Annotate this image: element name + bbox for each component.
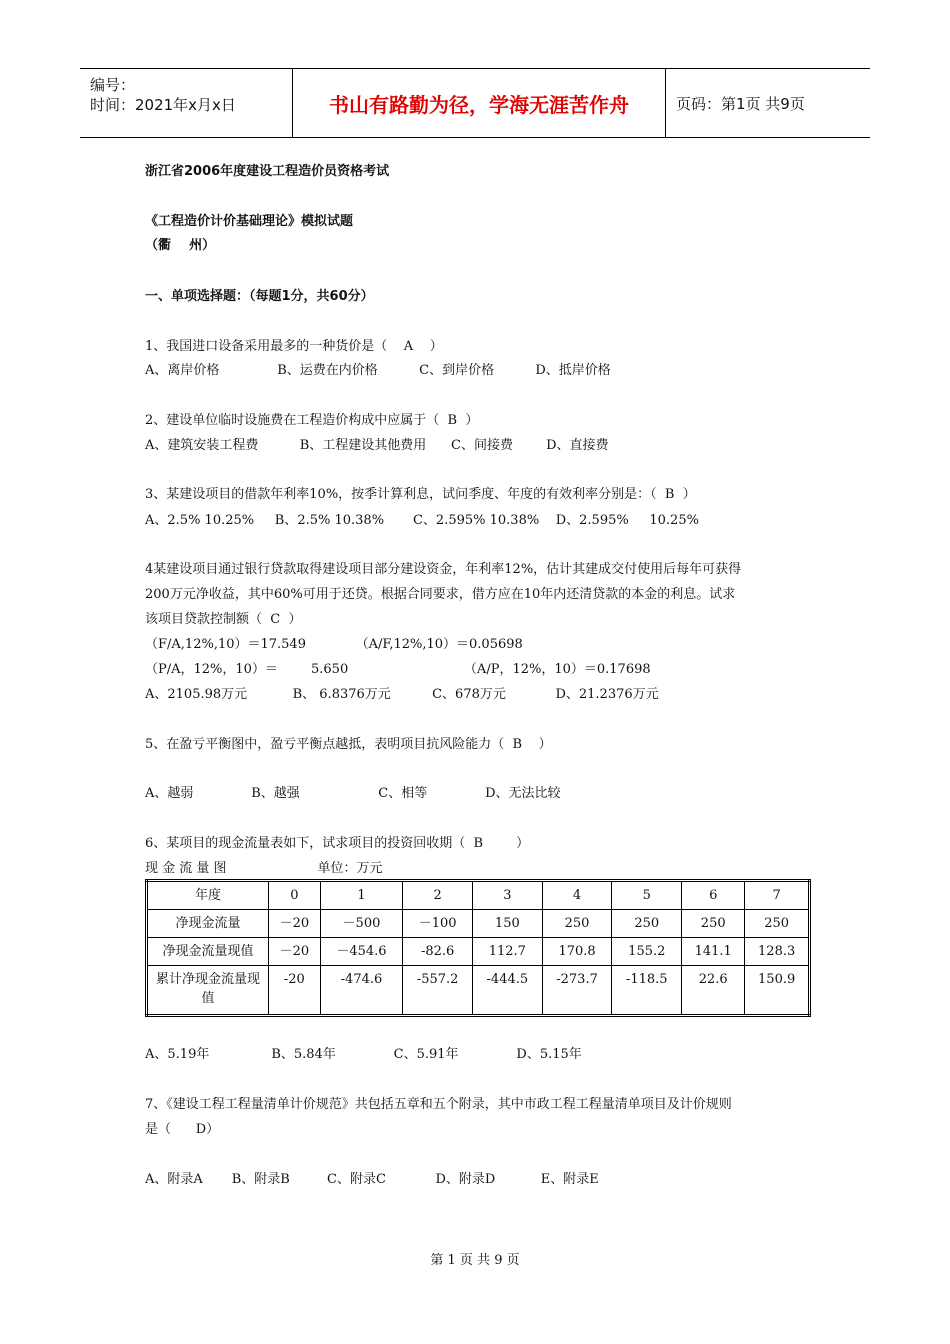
serial-label: 编号： — [90, 76, 136, 94]
table-cell: 170.8 — [542, 938, 612, 966]
question-1: 1、我国进口设备采用最多的一种货价是（ A ） — [145, 339, 443, 354]
table-cell: 250 — [612, 910, 682, 938]
question-4-options: A、2105.98万元 B、 6.8376万元 C、678万元 D、21.2376万元 — [145, 687, 659, 702]
question-3-options: A、2.5% 10.25% B、2.5% 10.38% C、2.595% 10.38% D、2.595% 10.25% — [145, 513, 699, 528]
page-indicator: 页码：第1页 共9页 — [676, 94, 805, 113]
table-cell: －20 — [269, 938, 321, 966]
table-row — [147, 910, 810, 938]
question-4-line-2: 200万元净收益，其中60%可用于还贷。根据合同要求，借方应在10年内还清贷款的本金的利息。试求 — [145, 587, 736, 602]
page-header — [80, 68, 870, 138]
question-7-line-2: 是（ D） — [145, 1122, 220, 1137]
table-cell: －454.6 — [320, 938, 403, 966]
question-6: 6、某项目的现金流量表如下，试求项目的投资回收期（ B ） — [145, 836, 530, 851]
cashflow-table — [145, 879, 811, 1017]
table-cell: 250 — [682, 910, 745, 938]
question-5-options: A、越弱 B、越强 C、相等 D、无法比较 — [145, 786, 561, 801]
question-2: 2、建设单位临时设施费在工程造价构成中应属于（ B ） — [145, 413, 479, 428]
question-6-options: A、5.19年 B、5.84年 C、5.91年 D、5.15年 — [145, 1047, 582, 1062]
page-footer: 第 1 页 共 9 页 — [430, 1253, 520, 1268]
table-cell: －20 — [269, 910, 321, 938]
section-heading: 一、单项选择题：（每题1分，共60分） — [145, 289, 374, 304]
table-cell: 累计净现金流量现值 — [147, 966, 269, 1016]
question-7-line-1: 7、《建设工程工程量清单计价规范》共包括五章和五个附录，其中市政工程工程量清单项目及计价规则 — [145, 1097, 732, 1112]
table-cell: 150.9 — [745, 966, 810, 1016]
table-cell: 3 — [472, 881, 542, 910]
table-cell: -474.6 — [320, 966, 403, 1016]
question-5: 5、在盈亏平衡图中，盈亏平衡点越抵，表明项目抗风险能力（ B ） — [145, 737, 552, 752]
table-cell: 净现金流量 — [147, 910, 269, 938]
table-cell: -557.2 — [403, 966, 473, 1016]
table-cell: -273.7 — [542, 966, 612, 1016]
question-4-factors-2: （P/A，12%，10）＝ 5.650 （A/P，12%，10）＝0.17698 — [145, 662, 651, 677]
question-4-line-1: 4某建设项目通过银行贷款取得建设项目部分建设资金，年利率12%，估计其建成交付使用后每年可获得 — [145, 562, 742, 577]
question-4-factors-1: （F/A,12%,10）＝17.549 （A/F,12%,10）＝0.05698 — [145, 637, 523, 652]
table-cell: －100 — [403, 910, 473, 938]
question-3: 3、某建设项目的借款年利率10%，按季计算利息，试问季度、年度的有效利率分别是：（ B ） — [145, 487, 696, 502]
table-cell: -20 — [269, 966, 321, 1016]
table-cell: 0 — [269, 881, 321, 910]
table-cell: -444.5 — [472, 966, 542, 1016]
table-cell: -118.5 — [612, 966, 682, 1016]
table-cell: 250 — [542, 910, 612, 938]
table-row — [147, 938, 810, 966]
question-2-options: A、建筑安装工程费 B、工程建设其他费用 C、间接费 D、直接费 — [145, 438, 609, 453]
table-cell: 141.1 — [682, 938, 745, 966]
table-cell: 年度 — [147, 881, 269, 910]
exam-title: 浙江省2006年度建设工程造价员资格考试 — [145, 164, 390, 179]
table-row — [147, 966, 810, 1016]
table-header-row — [147, 881, 810, 910]
table-cell: 4 — [542, 881, 612, 910]
motto: 书山有路勤为径，学海无涯苦作舟 — [292, 69, 666, 137]
header-meta — [80, 69, 292, 137]
table-cell: 155.2 — [612, 938, 682, 966]
table-cell: 150 — [472, 910, 542, 938]
table-cell: 净现金流量现值 — [147, 938, 269, 966]
table-cell: 2 — [403, 881, 473, 910]
question-7-options: A、附录A B、附录B C、附录C D、附录D E、附录E — [145, 1172, 599, 1187]
question-4-line-3: 该项目贷款控制额（ C ） — [145, 612, 302, 627]
table-cell: 128.3 — [745, 938, 810, 966]
table-cell: -82.6 — [403, 938, 473, 966]
table-cell: 7 — [745, 881, 810, 910]
time-label: 时间：2021年x月x日 — [90, 96, 236, 114]
question-1-options: A、离岸价格 B、运费在内价格 C、到岸价格 D、抵岸价格 — [145, 363, 611, 378]
table-cell: 112.7 — [472, 938, 542, 966]
paper-title: 《工程造价计价基础理论》模拟试题 — [145, 214, 354, 229]
table-cell: －500 — [320, 910, 403, 938]
region-label: （衢 州） — [145, 238, 216, 253]
table-cell: 22.6 — [682, 966, 745, 1016]
cashflow-caption: 现 金 流 量 图 单位：万元 — [145, 861, 383, 876]
table-cell: 6 — [682, 881, 745, 910]
table-cell: 5 — [612, 881, 682, 910]
table-cell: 250 — [745, 910, 810, 938]
table-cell: 1 — [320, 881, 403, 910]
